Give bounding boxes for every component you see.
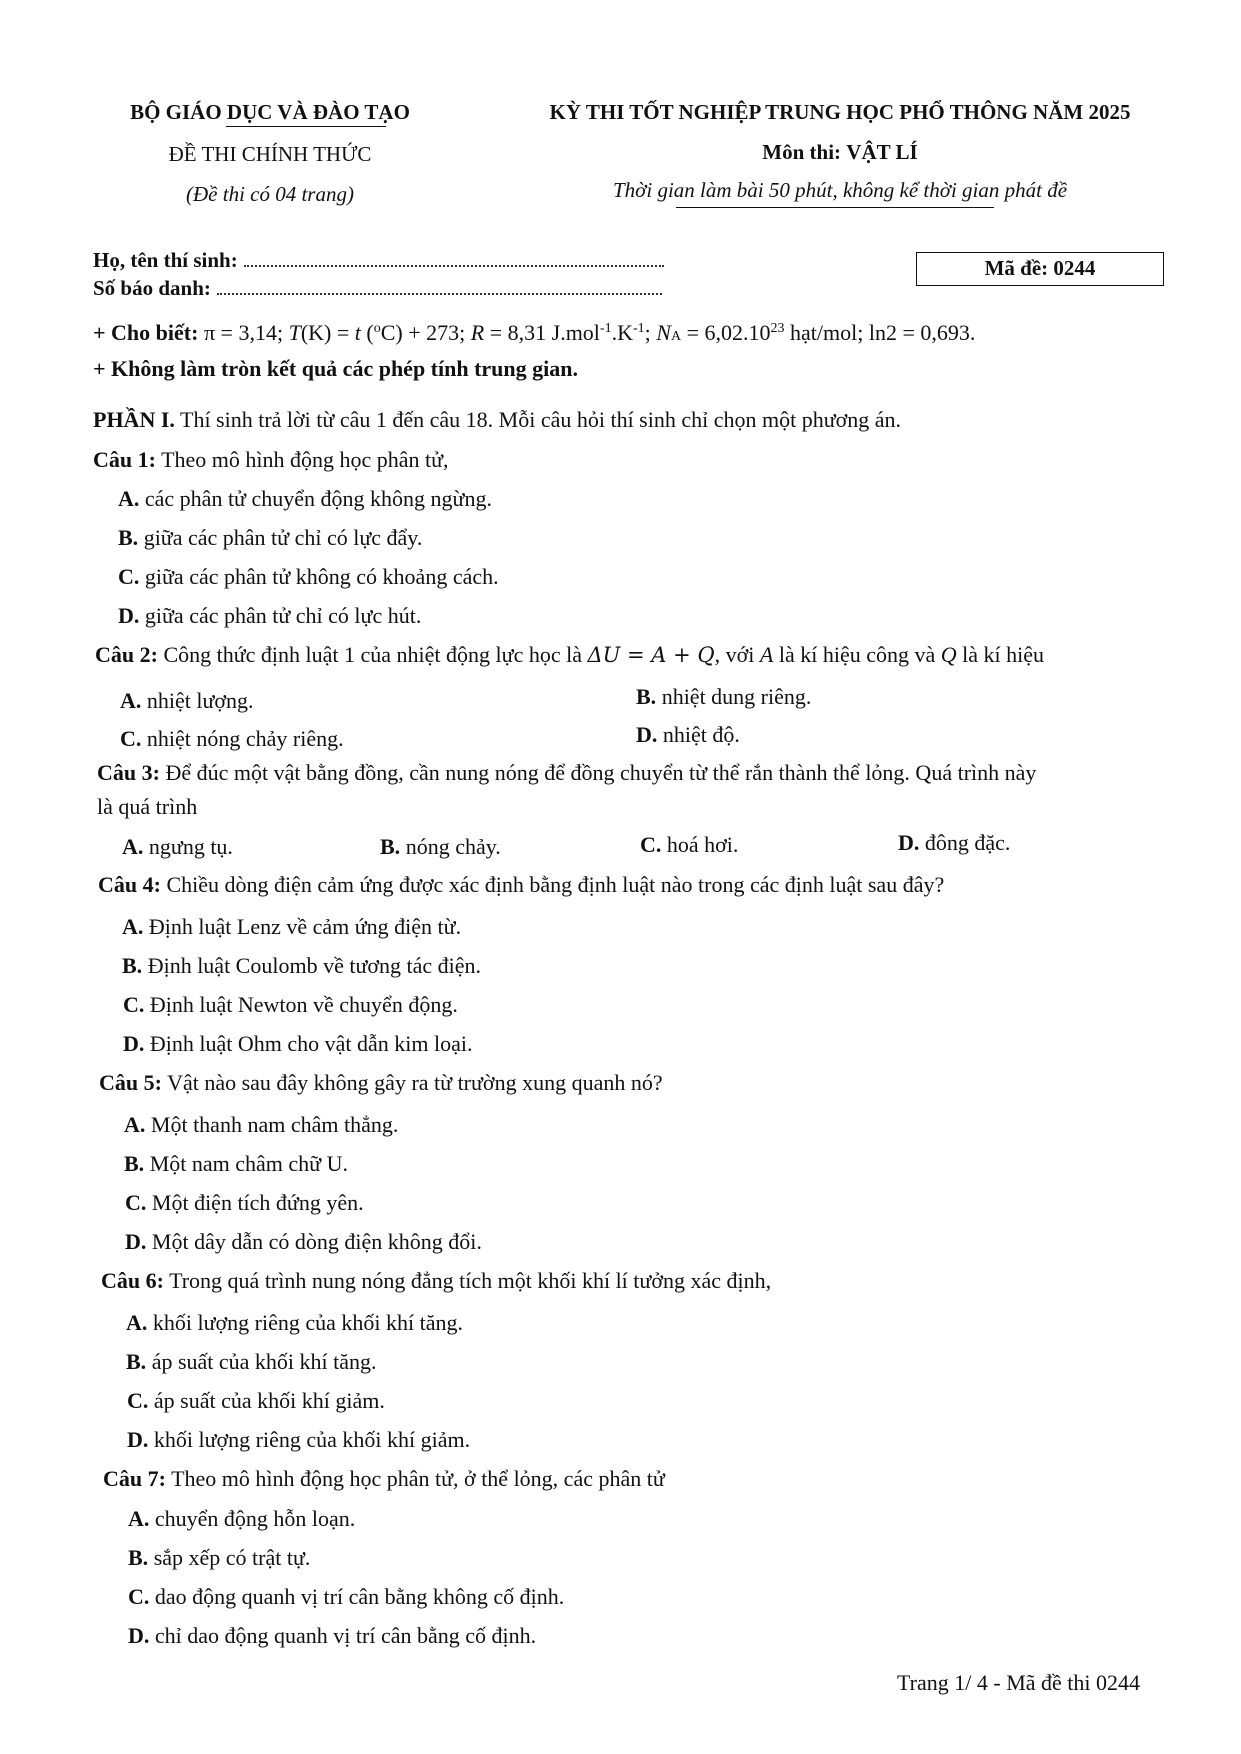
candidate-id-field[interactable] <box>217 279 662 295</box>
option-text: nhiệt độ. <box>662 722 740 747</box>
given-R-end: ; <box>644 320 651 345</box>
option-letter: D. <box>118 603 140 628</box>
given-pi: π = 3,14; <box>203 320 284 345</box>
given-prefix: + Cho biết: <box>93 320 199 345</box>
option-text: Một thanh nam châm thẳng. <box>150 1112 399 1137</box>
option-text: Định luật Ohm cho vật dẫn kim loại. <box>149 1031 473 1056</box>
q6-option-b[interactable] <box>126 1349 377 1375</box>
option-letter: D. <box>123 1031 145 1056</box>
question-5 <box>99 1070 663 1096</box>
q2-option-b[interactable] <box>636 684 811 710</box>
option-text: các phân tử chuyển động không ngừng. <box>144 486 492 511</box>
option-text: Định luật Coulomb về tương tác điện. <box>147 953 482 978</box>
question-3 <box>97 760 1036 786</box>
question-2 <box>95 642 1044 668</box>
exam-title: KỲ THI TỐT NGHIỆP TRUNG HỌC PHỔ THÔNG NĂM 2025 <box>549 100 1131 124</box>
q3-option-c[interactable] <box>640 832 738 858</box>
given-NA-end: hạt/mol; ln2 = 0,693. <box>790 320 976 345</box>
q2-option-d[interactable] <box>636 722 740 748</box>
symbol-Q: Q <box>940 642 957 667</box>
q6-option-d[interactable] <box>127 1427 470 1453</box>
part1-label: PHẦN I. <box>93 407 175 432</box>
option-letter: A. <box>124 1112 146 1137</box>
given-NA-exp: 23 <box>770 321 785 336</box>
q3-option-a[interactable] <box>122 834 233 860</box>
option-letter: B. <box>118 525 139 550</box>
pages-note: (Đề thi có 04 trang) <box>186 182 354 206</box>
option-text: ngưng tụ. <box>148 834 233 859</box>
option-text: chỉ dao động quanh vị trí cân bằng cố định. <box>154 1623 537 1648</box>
question-text-d: là kí hiệu <box>962 642 1045 667</box>
question-label: Câu 3: <box>97 760 160 785</box>
option-letter: C. <box>128 1584 150 1609</box>
option-text: nóng chảy. <box>405 834 501 859</box>
option-letter: B. <box>122 953 143 978</box>
given-R-unit: .K <box>611 320 633 345</box>
option-letter: D. <box>127 1427 149 1452</box>
part1-text: Thí sinh trả lời từ câu 1 đến câu 18. Mỗi câu hỏi thí sinh chỉ chọn một phương án. <box>180 407 902 432</box>
exam-code-value: 0244 <box>1053 256 1096 280</box>
option-text: sắp xếp có trật tự. <box>153 1545 311 1570</box>
q1-option-b[interactable] <box>118 525 422 551</box>
q7-option-b[interactable] <box>128 1545 310 1571</box>
q5-option-c[interactable] <box>125 1190 364 1216</box>
given-T-text: (K) = <box>300 320 350 345</box>
candidate-name-row <box>93 248 664 273</box>
option-text: nhiệt dung riêng. <box>661 684 812 709</box>
q1-option-c[interactable] <box>118 564 499 590</box>
option-text: nhiệt lượng. <box>146 688 254 713</box>
duration-underline <box>676 207 994 208</box>
question-label: Câu 6: <box>101 1268 164 1293</box>
question-text-c: là kí hiệu công và <box>778 642 936 667</box>
option-letter: D. <box>898 830 920 855</box>
question-label: Câu 1: <box>93 447 156 472</box>
q2-option-c[interactable] <box>120 726 344 752</box>
given-T-end: C) + 273; <box>380 320 466 345</box>
option-letter: C. <box>127 1388 149 1413</box>
symbol-A: A <box>759 642 774 667</box>
candidate-id-label: Số báo danh: <box>93 276 211 300</box>
option-letter: B. <box>126 1349 147 1374</box>
q4-option-d[interactable] <box>123 1031 473 1057</box>
option-text: Một nam châm chữ U. <box>149 1151 348 1176</box>
page-footer: Trang 1/ 4 - Mã đề thi 0244 <box>897 1670 1141 1695</box>
q4-option-c[interactable] <box>123 992 458 1018</box>
q4-option-b[interactable] <box>122 953 481 979</box>
q1-option-a[interactable] <box>118 486 492 512</box>
q7-option-c[interactable] <box>128 1584 564 1610</box>
question-text-b: , với <box>714 642 755 667</box>
option-letter: B. <box>380 834 401 859</box>
given-constants <box>93 320 975 346</box>
q6-option-a[interactable] <box>126 1310 463 1336</box>
given-paren: ( <box>366 320 374 345</box>
question-text: Để đúc một vật bằng đồng, cần nung nóng để đồng chuyển từ thể rắn thành thể lỏng. Quá trình này <box>165 760 1037 785</box>
option-letter: A. <box>120 688 142 713</box>
given-R-symbol: R <box>470 320 485 345</box>
option-letter: A. <box>118 486 140 511</box>
option-letter: C. <box>125 1190 147 1215</box>
q3-option-b[interactable] <box>380 834 501 860</box>
option-text: hoá hơi. <box>666 832 739 857</box>
option-letter: C. <box>123 992 145 1017</box>
option-text: chuyển động hỗn loạn. <box>154 1506 356 1531</box>
given-R-exp1: -1 <box>599 321 612 336</box>
q6-option-c[interactable] <box>127 1388 385 1414</box>
option-letter: A. <box>122 914 144 939</box>
question-label: Câu 7: <box>103 1466 166 1491</box>
given-R-exp2: -1 <box>632 321 645 336</box>
option-text: giữa các phân tử chỉ có lực hút. <box>144 603 422 628</box>
ministry-name: BỘ GIÁO DỤC VÀ ĐÀO TẠO <box>130 100 410 124</box>
question-label: Câu 2: <box>95 642 158 667</box>
option-text: đông đặc. <box>924 830 1011 855</box>
question-label: Câu 4: <box>98 872 161 897</box>
option-text: Một điện tích đứng yên. <box>151 1190 364 1215</box>
candidate-id-row <box>93 276 662 301</box>
part1-heading <box>93 407 901 433</box>
candidate-name-field[interactable] <box>244 251 664 267</box>
option-letter: B. <box>124 1151 145 1176</box>
q7-option-d[interactable] <box>128 1623 536 1649</box>
given-T-symbol: T <box>288 320 301 345</box>
q3-option-d[interactable] <box>898 830 1010 856</box>
q4-option-a[interactable] <box>122 914 461 940</box>
question-1 <box>93 447 449 473</box>
question-text: Theo mô hình động học phân tử, <box>161 447 449 472</box>
given-t-symbol: t <box>354 320 361 345</box>
option-letter: C. <box>118 564 140 589</box>
subject-name: VẬT LÍ <box>846 140 918 164</box>
given-NA-symbol: N <box>656 320 671 345</box>
given-NA-sub: A <box>670 329 682 344</box>
no-round-note: + Không làm tròn kết quả các phép tính trung gian. <box>93 356 578 381</box>
option-text: khối lượng riêng của khối khí giảm. <box>153 1427 471 1452</box>
official-exam-label: ĐỀ THI CHÍNH THỨC <box>168 142 372 166</box>
candidate-name-label: Họ, tên thí sinh: <box>93 248 238 272</box>
option-text: áp suất của khối khí tăng. <box>151 1349 377 1374</box>
option-text: Một dây dẫn có dòng điện không đổi. <box>151 1229 482 1254</box>
question-4 <box>98 872 944 898</box>
question-text: Vật nào sau đây không gây ra từ trường xung quanh nó? <box>167 1070 663 1095</box>
question-text: Chiều dòng điện cảm ứng được xác định bằng định luật nào trong các định luật sau đây? <box>166 872 945 897</box>
option-text: nhiệt nóng chảy riêng. <box>146 726 344 751</box>
exam-code-label: Mã đề: <box>984 256 1049 280</box>
question-text: Công thức định luật 1 của nhiệt động lực học là <box>163 642 582 667</box>
option-letter: C. <box>120 726 142 751</box>
option-letter: C. <box>640 832 662 857</box>
q5-option-a[interactable] <box>124 1112 398 1138</box>
option-text: Định luật Newton về chuyển động. <box>149 992 458 1017</box>
option-text: khối lượng riêng của khối khí tăng. <box>152 1310 464 1335</box>
option-letter: A. <box>122 834 144 859</box>
q2-option-a[interactable] <box>120 688 254 714</box>
duration-note: Thời gian làm bài 50 phút, không kể thời gian phát đề <box>612 178 1068 202</box>
given-R-value: = 8,31 J.mol <box>489 320 600 345</box>
ministry-underline <box>226 126 386 127</box>
option-letter: A. <box>126 1310 148 1335</box>
option-text: áp suất của khối khí giảm. <box>153 1388 385 1413</box>
question-3-line2: là quá trình <box>97 794 198 819</box>
q5-option-d[interactable] <box>125 1229 482 1255</box>
exam-code-box <box>916 252 1164 286</box>
given-NA-value: = 6,02.10 <box>686 320 771 345</box>
question-7 <box>103 1466 665 1492</box>
question-text: Trong quá trình nung nóng đẳng tích một khối khí lí tưởng xác định, <box>169 1268 772 1293</box>
subject-label: Môn thi: <box>762 140 842 164</box>
option-text: giữa các phân tử chỉ có lực đẩy. <box>143 525 423 550</box>
question-label: Câu 5: <box>99 1070 162 1095</box>
given-degree: o <box>373 321 381 336</box>
q5-option-b[interactable] <box>124 1151 348 1177</box>
option-letter: A. <box>128 1506 150 1531</box>
option-text: dao động quanh vị trí cân bằng không cố định. <box>154 1584 565 1609</box>
option-letter: D. <box>128 1623 150 1648</box>
option-text: giữa các phân tử không có khoảng cách. <box>144 564 499 589</box>
subject-line <box>470 140 1210 165</box>
question-formula: ΔU = A + Q <box>587 643 715 667</box>
option-text: Định luật Lenz về cảm ứng điện từ. <box>148 914 462 939</box>
question-text: Theo mô hình động học phân tử, ở thể lỏng, các phân tử <box>171 1466 665 1491</box>
option-letter: D. <box>125 1229 147 1254</box>
q7-option-a[interactable] <box>128 1506 355 1532</box>
option-letter: B. <box>128 1545 149 1570</box>
option-letter: B. <box>636 684 657 709</box>
question-6 <box>101 1268 771 1294</box>
option-letter: D. <box>636 722 658 747</box>
q1-option-d[interactable] <box>118 603 421 629</box>
